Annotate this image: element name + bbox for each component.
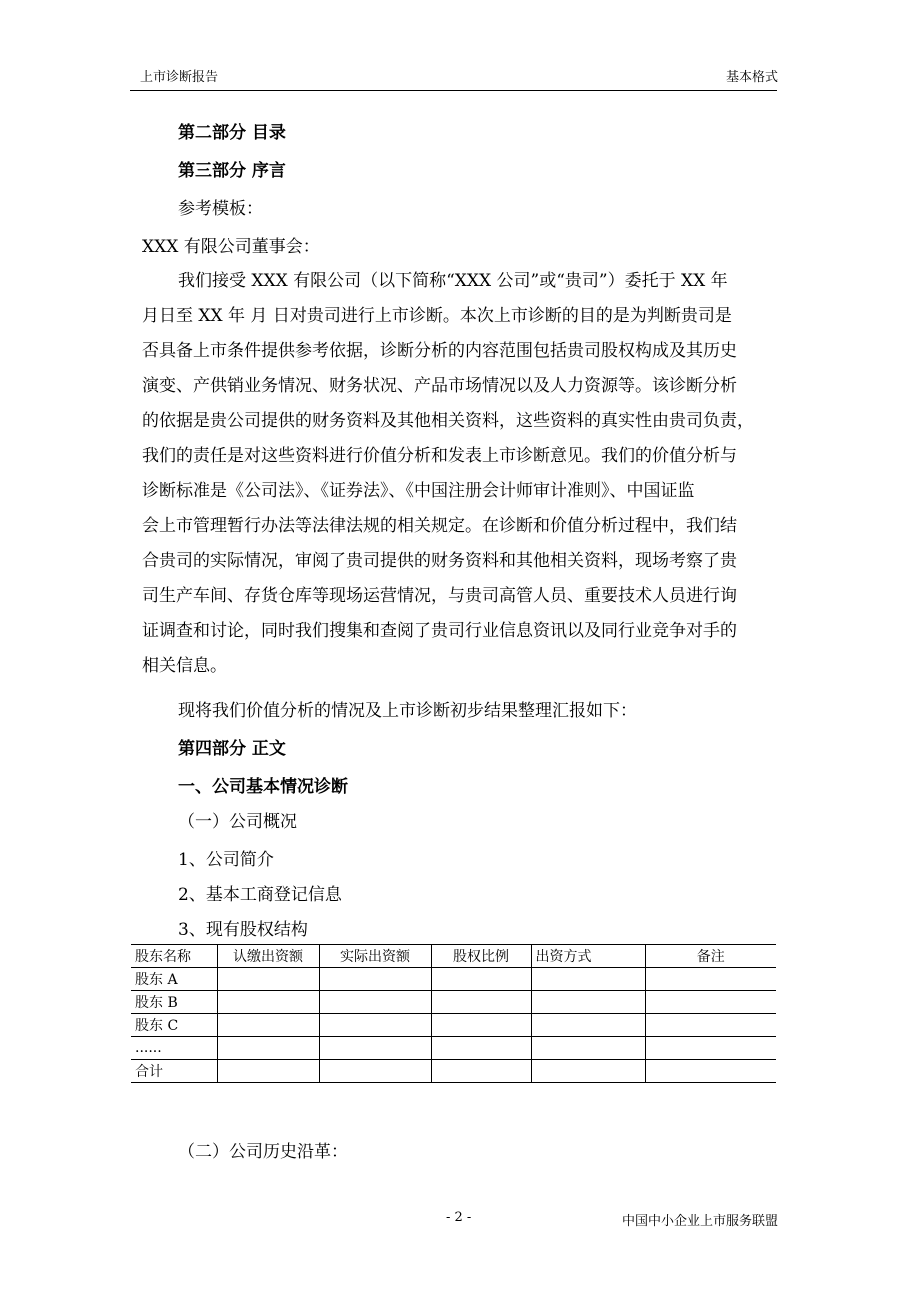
para1-line: 我们的责任是对这些资料进行价值分析和发表上市诊断意见。我们的价值分析与	[142, 446, 737, 466]
col-header: 股东名称	[131, 945, 217, 968]
col-header: 认缴出资额	[217, 945, 319, 968]
header-rule	[130, 90, 777, 91]
footer-org: 中国中小企业上市服务联盟	[621, 1214, 778, 1229]
part2-heading: 第二部分 目录	[178, 123, 286, 143]
table-row	[131, 1037, 776, 1060]
para1-line: 相关信息。	[142, 656, 227, 676]
header-title: 上市诊断报告	[140, 70, 219, 85]
subsection1: （一）公司概况	[178, 812, 297, 832]
col-header: 股权比例	[431, 945, 531, 968]
table-total-row	[131, 1060, 776, 1083]
table-row	[131, 968, 776, 991]
col-header: 备注	[645, 945, 776, 968]
para1-line: 的依据是贵公司提供的财务资料及其他相关资料，这些资料的真实性由贵司负责，	[142, 411, 754, 431]
para1-line: 诊断标准是《公司法》、《证券法》、《中国注册会计师审计准则》、中国证监	[142, 481, 695, 501]
para1-line: 月日至 XX 年 月 日对贵司进行上市诊断。本次上市诊断的目的是为判断贵司是	[142, 306, 732, 326]
shareholder-name: 股东 B	[131, 991, 217, 1014]
table-header-row	[131, 945, 776, 968]
page-number: - 2 -	[446, 1210, 472, 1225]
para1-line: 演变、产供销业务情况、财务状况、产品市场情况以及人力资源等。该诊断分析	[142, 376, 737, 396]
total-label: 合计	[131, 1060, 217, 1083]
part4-heading: 第四部分 正文	[178, 739, 286, 759]
col-header: 实际出资额	[319, 945, 431, 968]
header-format: 基本格式	[725, 70, 778, 85]
para1-line: 司生产车间、存货仓库等现场运营情况，与贵司高管人员、重要技术人员进行询	[142, 586, 737, 606]
col-header: 出资方式	[531, 945, 645, 968]
para1-line: 我们接受 XXX 有限公司（以下简称“XXX 公司”或“贵司”）委托于 XX 年	[178, 271, 728, 291]
section1-heading: 一、公司基本情况诊断	[178, 777, 348, 797]
table-row	[131, 991, 776, 1014]
item-company-intro: 1、公司简介	[178, 850, 274, 870]
table-row	[131, 1014, 776, 1037]
subsection2: （二）公司历史沿革：	[178, 1142, 348, 1162]
para1-line: 否具备上市条件提供参考依据，诊断分析的内容范围包括贵司股权构成及其历史	[142, 341, 737, 361]
part3-heading: 第三部分 序言	[178, 161, 286, 181]
shareholder-name: ......	[131, 1037, 217, 1060]
para2: 现将我们价值分析的情况及上市诊断初步结果整理汇报如下：	[178, 701, 637, 721]
equity-structure-table	[131, 944, 776, 1083]
shareholder-name: 股东 C	[131, 1014, 217, 1037]
template-label: 参考模板：	[178, 199, 263, 219]
para1-line: 合贵司的实际情况，审阅了贵司提供的财务资料和其他相关资料，现场考察了贵	[142, 551, 737, 571]
item-registration-info: 2、基本工商登记信息	[178, 885, 342, 905]
para1-line: 证调查和讨论，同时我们搜集和查阅了贵司行业信息资讯以及同行业竞争对手的	[142, 621, 737, 641]
item-equity-structure: 3、现有股权结构	[178, 920, 308, 940]
shareholder-name: 股东 A	[131, 968, 217, 991]
addressee: XXX 有限公司董事会：	[142, 237, 320, 257]
para1-line: 会上市管理暂行办法等法律法规的相关规定。在诊断和价值分析过程中，我们结	[142, 516, 737, 536]
